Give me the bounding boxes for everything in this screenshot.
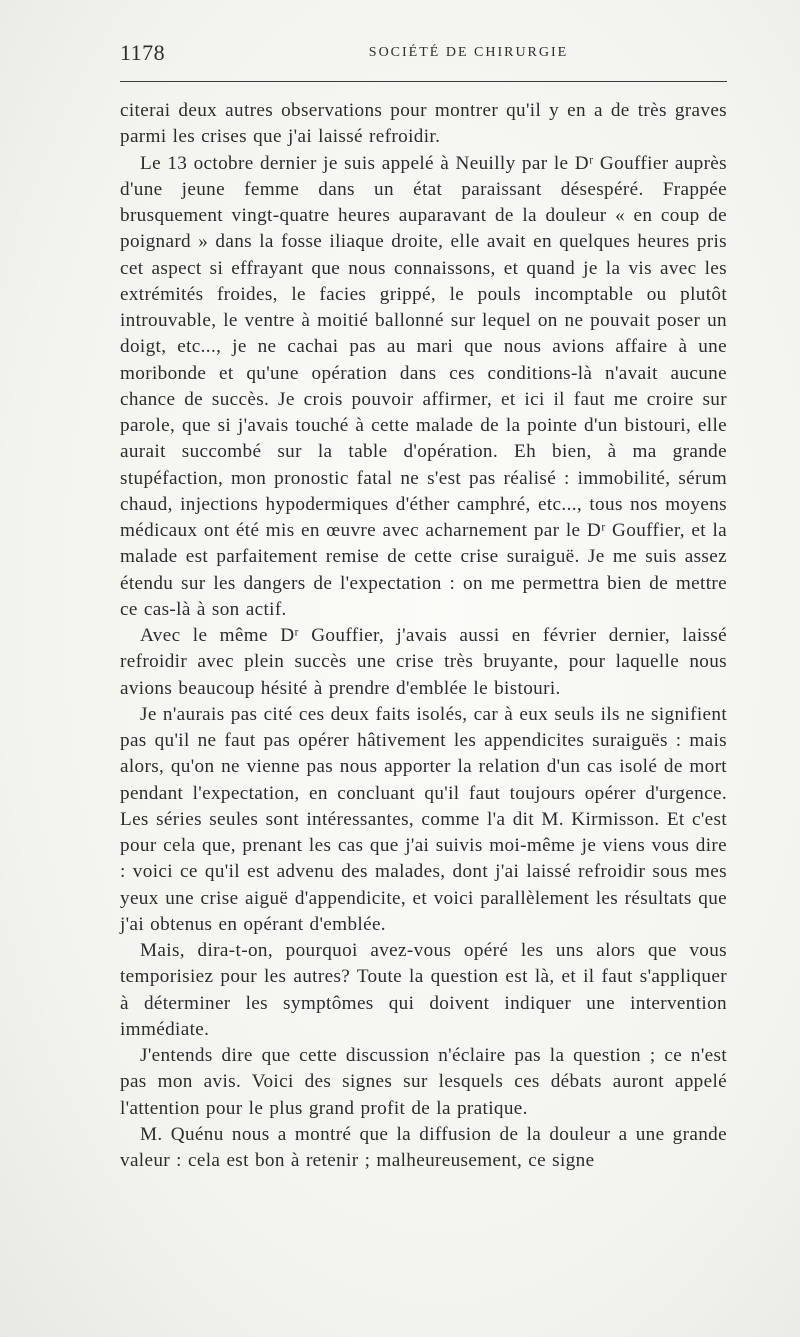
page-number: 1178 xyxy=(120,40,166,65)
paragraph-2: Le 13 octobre dernier je suis appelé à Neuilly par le Dʳ Gouffier auprès d'une jeune femme dans un état paraissant désespéré. Frappée brusquement vingt-quatre heures auparavant de la douleur « en coup de poignard » dans la fosse iliaque droite, elle avait en quelques heures pris cet aspect si effrayant que nous connaissons, et quand je la vis avec les extrémités froides, le facies grippé, le pouls incomptable ou plutôt introuvable, le ventre à moitié ballonné sur lequel on ne pouvait poser un doigt, etc..., je ne cachai pas au mari que nous avions affaire à une moribonde et qu'une opération dans ces conditions-là n'avait aucune chance de succès. Je crois pouvoir affirmer, et ici il faut me croire sur parole, que si j'avais touché à cette malade de la pointe d'un bistouri, elle aurait succombé sur la table d'opération. Eh bien, à ma grande stupéfaction, mon pronostic fatal ne s'est pas réalisé : immobilité, sérum chaud, injections hypodermiques d'éther camphré, etc..., tous nos moyens médicaux ont été mis en œuvre avec acharnement par le Dʳ Gouffier, et la malade est parfaitement remise de cette crise suraiguë. Je me suis assez étendu sur les dangers de l'expectation : on me permettra bien de mettre ce cas-là à son actif. xyxy=(120,152,727,620)
body-text xyxy=(120,98,727,1174)
paragraph-3: Avec le même Dʳ Gouffier, j'avais aussi en février dernier, laissé refroidir avec plein succès une crise très bruyante, pour laquelle nous avions beaucoup hésité à prendre d'emblée le bistouri. xyxy=(120,625,727,699)
header-rule xyxy=(120,81,727,82)
page-header xyxy=(120,40,727,74)
paragraph-6: J'entends dire que cette discussion n'éclaire pas la question ; ce n'est pas mon avis. Voici des signes sur lesquels ces débats auront appelé l'attention pour le plus grand profit de la pratique. xyxy=(120,1045,727,1119)
paragraph-1: citerai deux autres observations pour montrer qu'il y en a de très graves parmi les crises que j'ai laissé refroidir. xyxy=(120,100,727,148)
paragraph-5: Mais, dira-t-on, pourquoi avez-vous opéré les uns alors que vous temporisiez pour les autres? Toute la question est là, et il faut s'appliquer à déterminer les symptômes qui doivent indiquer une intervention immédiate. xyxy=(120,940,727,1040)
paragraph-7: M. Quénu nous a montré que la diffusion de la douleur a une grande valeur : cela est bon à retenir ; malheureusement, ce signe xyxy=(120,1123,727,1171)
running-head: SOCIÉTÉ DE CHIRURGIE xyxy=(368,45,569,60)
paragraph-4: Je n'aurais pas cité ces deux faits isolés, car à eux seuls ils ne signifient pas qu'il ne faut pas opérer hâtivement les appendicites suraiguës : mais alors, qu'on ne vienne pas nous apporter la relation d'un cas isolé de mort pendant l'expectation, en concluant qu'il faut toujours opérer d'urgence. Les séries seules sont intéressantes, comme l'a dit M. Kirmisson. Et c'est pour cela que, prenant les cas que j'ai suivis moi-même je viens vous dire : voici ce qu'il est advenu des malades, dont j'ai laissé refroidir sous mes yeux une crise aiguë d'appendicite, et voici parallèlement les résultats que j'ai obtenus en opérant d'emblée. xyxy=(120,703,727,935)
